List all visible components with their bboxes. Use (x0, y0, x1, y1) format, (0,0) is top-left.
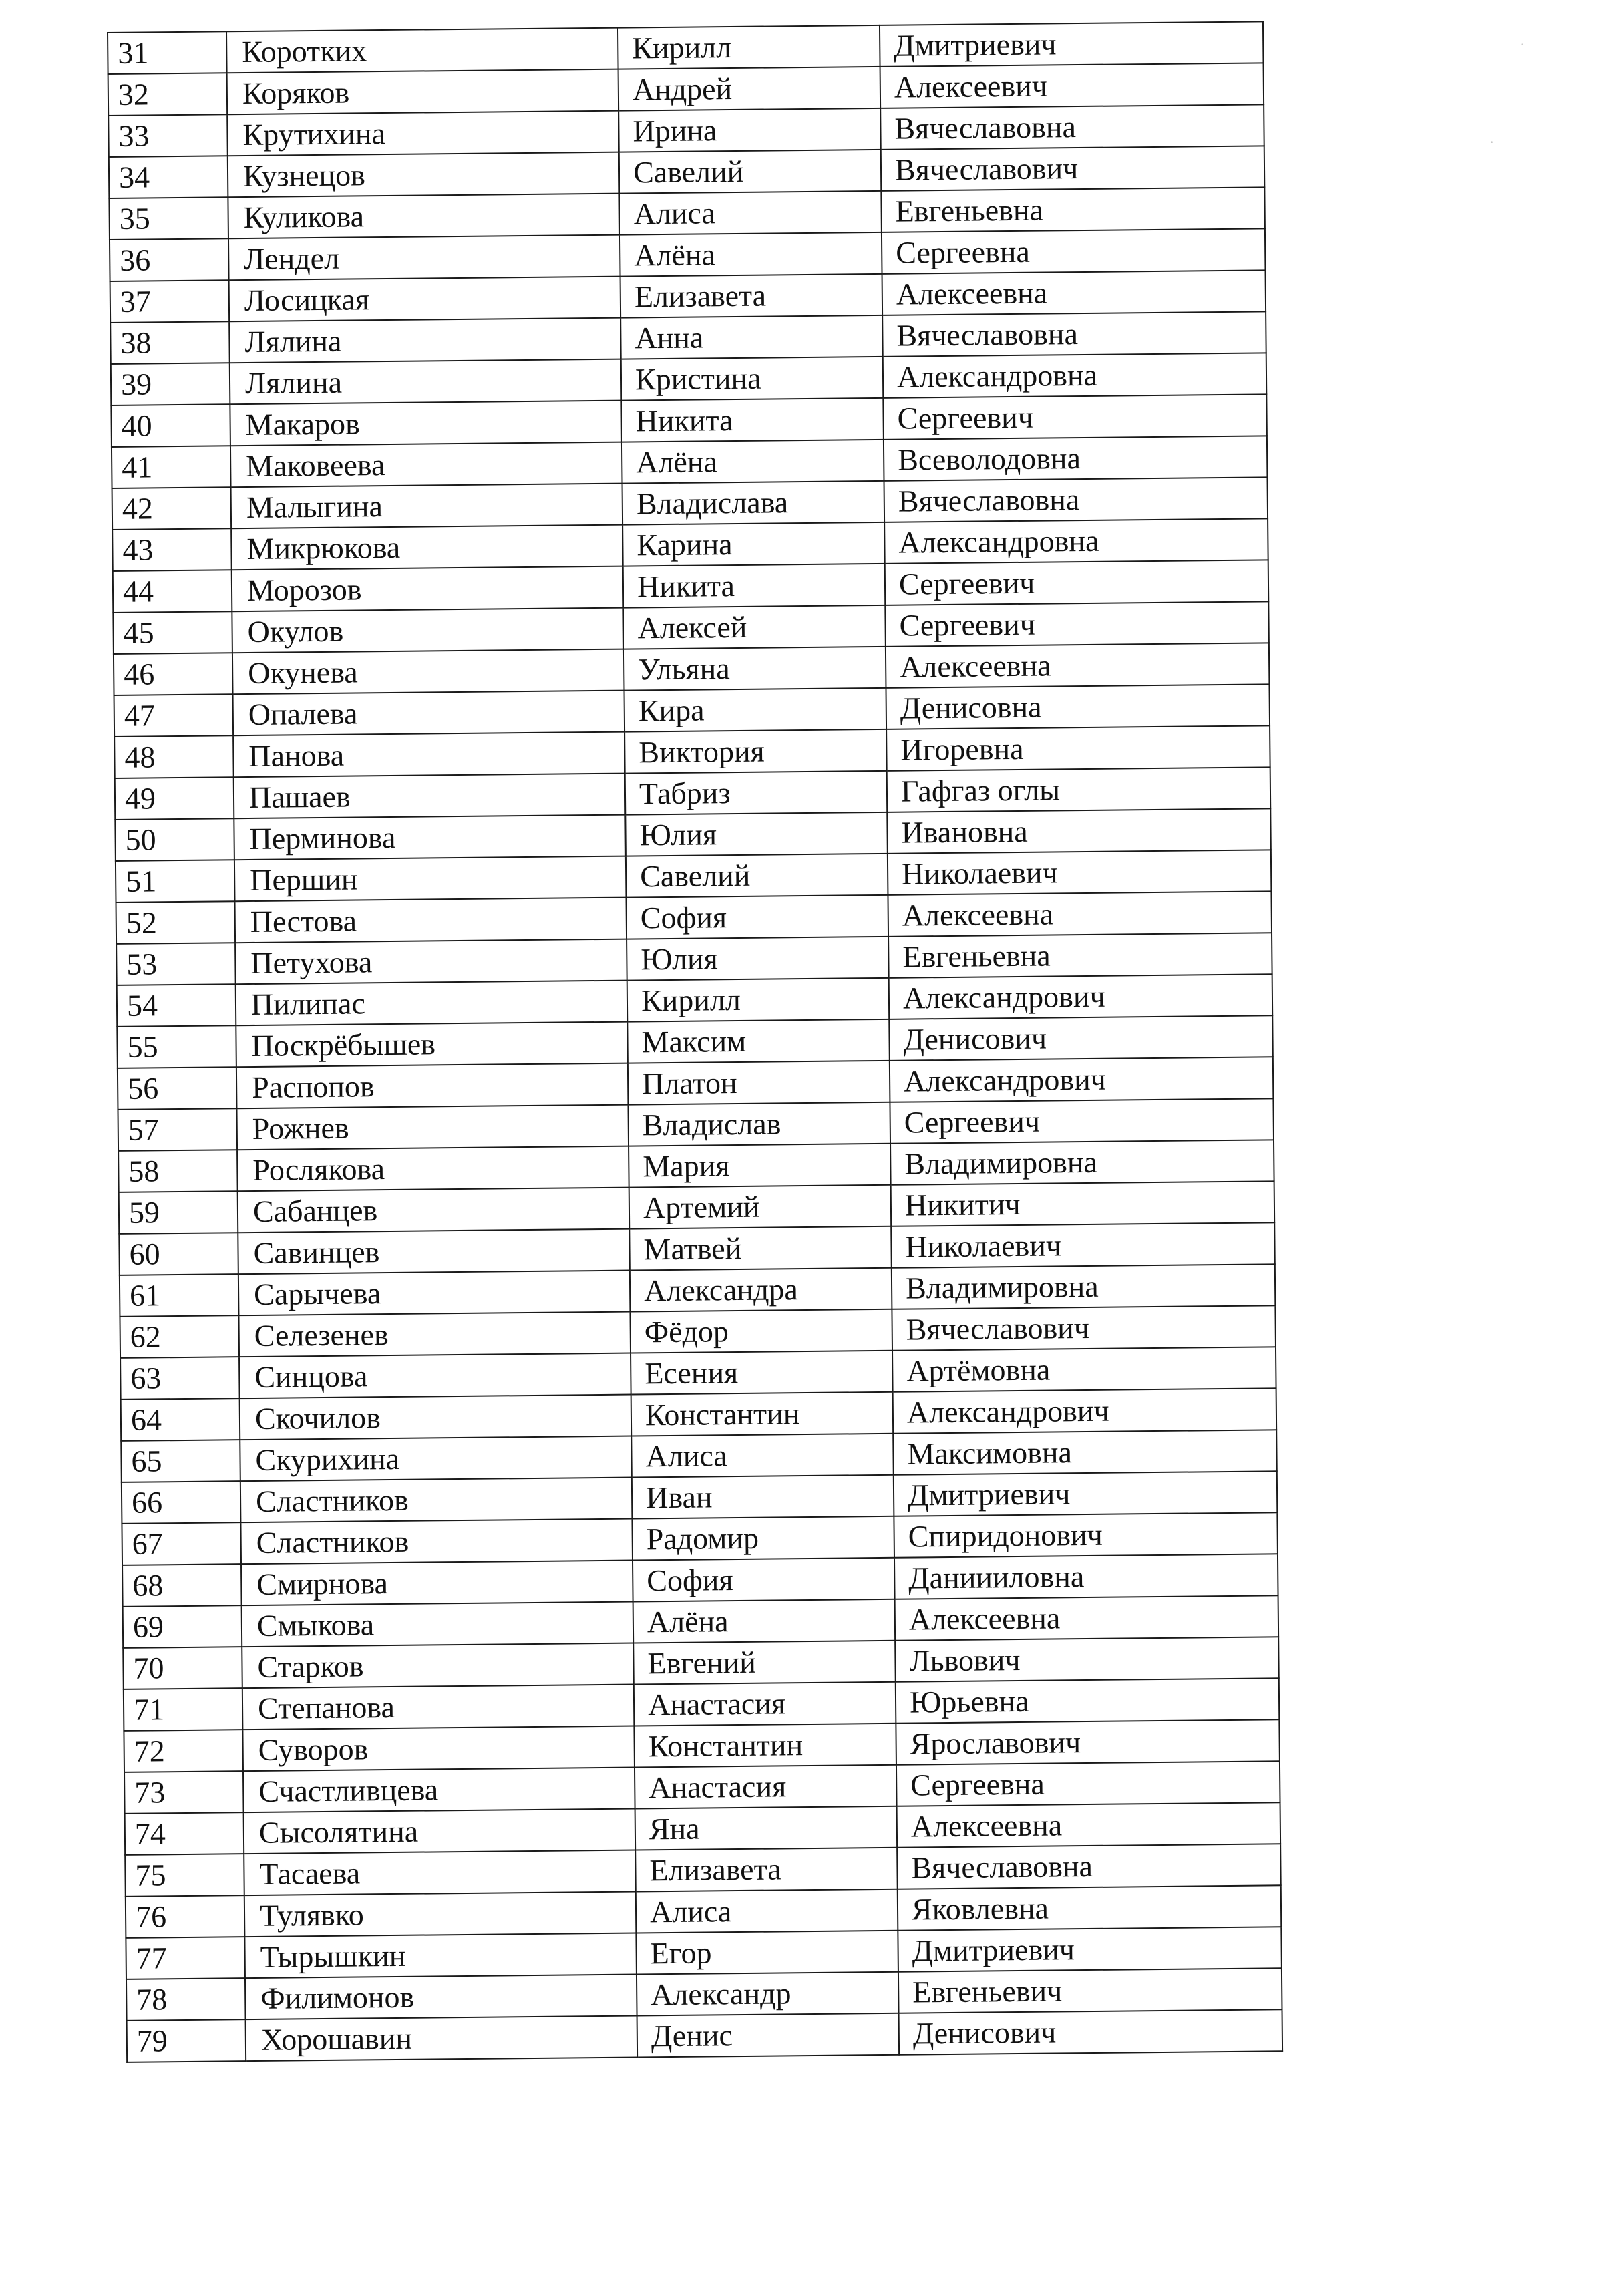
patronymic-cell: Вячеславовна (882, 311, 1266, 357)
last-name-cell: Крутихина (227, 111, 619, 156)
patronymic-cell: Сергеевич (890, 1098, 1274, 1144)
last-name-cell: Лендел (228, 235, 620, 281)
row-number: 61 (120, 1274, 239, 1317)
row-number: 64 (121, 1398, 240, 1441)
row-number: 67 (122, 1522, 241, 1565)
last-name-cell: Пестова (234, 898, 627, 943)
row-number: 71 (124, 1688, 243, 1731)
row-number: 63 (120, 1357, 240, 1400)
last-name-cell: Суворов (242, 1726, 635, 1772)
patronymic-cell: Вячеславович (881, 146, 1265, 191)
row-number: 44 (113, 570, 232, 613)
table-body (108, 21, 1282, 2062)
first-name-cell: София (633, 1558, 895, 1602)
first-name-cell: Платон (628, 1061, 890, 1105)
last-name-cell: Смыкова (242, 1602, 634, 1647)
last-name-cell: Лялина (229, 318, 621, 363)
row-number: 36 (110, 238, 229, 281)
first-name-cell: Алексей (623, 605, 886, 649)
patronymic-cell: Даниииловна (894, 1554, 1278, 1599)
first-name-cell: Алёна (633, 1599, 896, 1643)
row-number: 32 (108, 73, 228, 116)
first-name-cell: Егор (636, 1931, 898, 1975)
row-number: 74 (125, 1812, 244, 1855)
row-number: 39 (111, 363, 230, 405)
row-number: 35 (109, 197, 228, 240)
patronymic-cell: Сергеевна (882, 228, 1266, 274)
last-name-cell: Синцова (239, 1353, 631, 1399)
patronymic-cell: Дмитриевич (898, 1927, 1282, 1972)
patronymic-cell: Вячеславовна (897, 1844, 1281, 1889)
last-name-cell: Хорошавин (246, 2016, 638, 2062)
row-number: 33 (108, 114, 228, 157)
first-name-cell: Есения (631, 1351, 893, 1395)
patronymic-cell: Вячеславовна (884, 477, 1268, 522)
first-name-cell: Анна (620, 315, 883, 359)
patronymic-cell: Денисовна (886, 684, 1270, 729)
last-name-cell: Першин (234, 856, 627, 902)
row-number: 51 (116, 860, 235, 903)
patronymic-cell: Ярославович (896, 1719, 1280, 1765)
last-name-cell: Окулов (232, 608, 624, 653)
patronymic-cell: Алексеевна (886, 643, 1270, 688)
row-number: 78 (126, 1978, 246, 2021)
patronymic-cell: Евгеньевна (888, 933, 1272, 978)
patronymic-cell: Алексеевна (888, 891, 1272, 937)
patronymic-cell: Александрович (893, 1388, 1277, 1434)
row-number: 50 (115, 818, 234, 861)
first-name-cell: Никита (623, 564, 886, 608)
first-name-cell: Владислава (622, 481, 885, 525)
row-number: 57 (118, 1108, 237, 1151)
row-number: 40 (111, 404, 230, 447)
patronymic-cell: Ивановна (887, 808, 1271, 854)
last-name-cell: Лосицкая (229, 277, 621, 322)
student-list-table (107, 21, 1283, 2062)
row-number: 53 (116, 943, 236, 985)
row-number: 62 (120, 1315, 239, 1358)
row-number: 79 (127, 2019, 246, 2062)
patronymic-cell: Алексеевна (897, 1802, 1281, 1848)
first-name-cell: Савелий (626, 854, 888, 898)
last-name-cell: Скочилов (240, 1395, 632, 1440)
row-number: 58 (118, 1150, 238, 1192)
row-number: 52 (116, 901, 236, 944)
last-name-cell: Коряков (227, 69, 619, 115)
patronymic-cell: Владимировна (892, 1264, 1276, 1309)
patronymic-cell: Денисович (899, 2009, 1283, 2055)
row-number: 70 (123, 1647, 242, 1689)
patronymic-cell: Юрьевна (896, 1678, 1280, 1724)
last-name-cell: Окунева (232, 649, 624, 695)
patronymic-cell: Всеволодовна (884, 436, 1268, 481)
first-name-cell: Табриз (625, 771, 888, 815)
row-number: 72 (124, 1730, 243, 1772)
first-name-cell: Александр (637, 1972, 899, 2016)
first-name-cell: Мария (629, 1144, 891, 1188)
last-name-cell: Степанова (242, 1685, 635, 1730)
first-name-cell: Савелий (619, 150, 882, 194)
first-name-cell: Елизавета (635, 1848, 898, 1892)
last-name-cell: Перминова (234, 815, 626, 860)
last-name-cell: Морозов (232, 566, 624, 612)
last-name-cell: Филимонов (245, 1975, 637, 2020)
row-number: 48 (114, 735, 234, 778)
last-name-cell: Старков (242, 1643, 634, 1689)
row-number: 75 (125, 1854, 244, 1897)
last-name-cell: Счастливцева (243, 1768, 635, 1813)
patronymic-cell: Яковлевна (898, 1885, 1282, 1931)
student-list-table-wrapper (107, 21, 1282, 2062)
patronymic-cell: Алексеевна (882, 270, 1266, 315)
row-number: 49 (115, 777, 234, 820)
first-name-cell: Константин (634, 1724, 896, 1768)
first-name-cell: Артемий (629, 1185, 892, 1229)
first-name-cell: Анастасия (634, 1682, 896, 1726)
patronymic-cell: Гафгаз оглы (887, 767, 1271, 812)
first-name-cell: Ирина (618, 108, 881, 152)
first-name-cell: Евгений (633, 1641, 896, 1685)
row-number: 56 (118, 1067, 237, 1110)
patronymic-cell: Дмитриевич (894, 1471, 1278, 1516)
first-name-cell: Матвей (629, 1226, 892, 1271)
first-name-cell: Алиса (619, 191, 882, 235)
last-name-cell: Сластников (240, 1478, 633, 1523)
patronymic-cell: Максимовна (893, 1430, 1277, 1475)
last-name-cell: Рожнев (236, 1105, 629, 1150)
last-name-cell: Рослякова (237, 1146, 629, 1192)
patronymic-cell: Евгеньевна (881, 187, 1265, 232)
first-name-cell: Юлия (627, 937, 889, 981)
scan-speck: ˙ (1519, 40, 1525, 57)
last-name-cell: Лялина (230, 359, 622, 405)
patronymic-cell: Александровна (884, 518, 1268, 564)
last-name-cell: Пилипас (236, 981, 628, 1026)
last-name-cell: Коротких (226, 28, 618, 73)
last-name-cell: Поскрёбышев (236, 1022, 628, 1068)
patronymic-cell: Артёмовна (892, 1347, 1276, 1392)
row-number: 43 (112, 528, 232, 571)
row-number: 65 (121, 1440, 240, 1482)
row-number: 54 (117, 984, 236, 1027)
patronymic-cell: Владимировна (890, 1140, 1274, 1185)
first-name-cell: Иван (632, 1475, 894, 1519)
patronymic-cell: Александрович (889, 974, 1273, 1019)
last-name-cell: Сластников (240, 1519, 633, 1565)
patronymic-cell: Сергеевич (885, 560, 1269, 605)
last-name-cell: Тырышкин (244, 1933, 637, 1979)
first-name-cell: Денис (637, 2013, 900, 2058)
patronymic-cell: Спиридонович (894, 1512, 1278, 1558)
first-name-cell: Никита (621, 398, 884, 442)
last-name-cell: Тулявко (244, 1892, 637, 1937)
patronymic-cell: Алексеевич (880, 63, 1264, 108)
patronymic-cell: Сергеевна (896, 1761, 1280, 1806)
patronymic-cell: Александрович (890, 1057, 1274, 1102)
last-name-cell: Селезенев (238, 1312, 631, 1357)
row-number: 38 (110, 321, 230, 364)
row-number: 45 (113, 611, 232, 654)
first-name-cell: Кристина (621, 357, 884, 401)
row-number: 59 (119, 1191, 238, 1234)
first-name-cell: Александра (630, 1268, 892, 1312)
patronymic-cell: Игоревна (886, 725, 1270, 771)
row-number: 69 (123, 1605, 242, 1648)
last-name-cell: Тасаева (244, 1850, 636, 1896)
last-name-cell: Куликова (228, 194, 620, 239)
first-name-cell: Яна (635, 1806, 898, 1850)
first-name-cell: Алёна (620, 232, 882, 277)
last-name-cell: Панова (233, 732, 625, 778)
row-number: 47 (114, 694, 234, 737)
last-name-cell: Сабанцев (238, 1188, 630, 1233)
patronymic-cell: Сергеевич (885, 601, 1269, 647)
row-number: 34 (109, 156, 228, 198)
first-name-cell: Алёна (622, 440, 884, 484)
row-number: 46 (114, 653, 233, 695)
first-name-cell: Константин (631, 1392, 894, 1436)
row-number: 55 (117, 1025, 236, 1068)
patronymic-cell: Сергеевич (883, 394, 1267, 440)
row-number: 41 (112, 446, 231, 488)
row-number: 31 (108, 31, 227, 74)
patronymic-cell: Николаевич (888, 850, 1272, 895)
row-number: 77 (126, 1937, 245, 1979)
first-name-cell: Алиса (636, 1889, 898, 1933)
last-name-cell: Сысолятина (244, 1809, 636, 1854)
patronymic-cell: Евгеньевич (898, 1968, 1282, 2013)
patronymic-cell: Николаевич (891, 1222, 1275, 1268)
last-name-cell: Малыгина (231, 484, 623, 529)
first-name-cell: Кирилл (618, 25, 880, 69)
first-name-cell: Максим (627, 1019, 890, 1063)
first-name-cell: Радомир (632, 1516, 894, 1561)
first-name-cell: Ульяна (624, 647, 886, 691)
patronymic-cell: Львович (895, 1637, 1279, 1682)
scan-speck: · (1489, 134, 1495, 150)
patronymic-cell: Александровна (883, 353, 1267, 398)
first-name-cell: Алиса (631, 1434, 894, 1478)
last-name-cell: Макаров (230, 401, 622, 446)
last-name-cell: Сарычева (238, 1271, 631, 1316)
first-name-cell: Андрей (618, 67, 881, 111)
last-name-cell: Скурихина (240, 1436, 632, 1482)
first-name-cell: Фёдор (630, 1309, 892, 1353)
last-name-cell: Маковеева (230, 442, 622, 488)
patronymic-cell: Вячеславовна (880, 104, 1264, 150)
last-name-cell: Смирнова (241, 1561, 633, 1606)
patronymic-cell: Алексеевна (895, 1595, 1279, 1641)
row-number: 68 (122, 1564, 242, 1607)
last-name-cell: Кузнецов (228, 152, 620, 198)
row-number: 76 (126, 1895, 245, 1938)
first-name-cell: Виктория (624, 729, 887, 774)
patronymic-cell: Денисович (889, 1015, 1273, 1061)
patronymic-cell: Никитич (891, 1181, 1275, 1226)
row-number: 42 (112, 487, 232, 530)
last-name-cell: Пашаев (234, 774, 626, 819)
last-name-cell: Петухова (235, 939, 627, 985)
first-name-cell: Кира (624, 688, 886, 732)
row-number: 60 (119, 1233, 238, 1275)
last-name-cell: Распопов (236, 1063, 629, 1109)
last-name-cell: Савинцев (238, 1229, 630, 1275)
row-number: 37 (110, 280, 230, 323)
first-name-cell: Владислав (628, 1102, 890, 1146)
last-name-cell: Микрюкова (231, 525, 623, 570)
first-name-cell: Анастасия (635, 1765, 897, 1809)
patronymic-cell: Вячеславович (892, 1305, 1276, 1351)
row-number: 73 (124, 1771, 244, 1814)
row-number: 66 (122, 1481, 241, 1524)
first-name-cell: София (626, 895, 888, 939)
patronymic-cell: Дмитриевич (880, 21, 1264, 67)
first-name-cell: Карина (622, 522, 885, 566)
first-name-cell: Елизавета (620, 274, 883, 318)
last-name-cell: Опалева (233, 691, 625, 736)
first-name-cell: Юлия (625, 812, 888, 856)
first-name-cell: Кирилл (627, 978, 890, 1022)
